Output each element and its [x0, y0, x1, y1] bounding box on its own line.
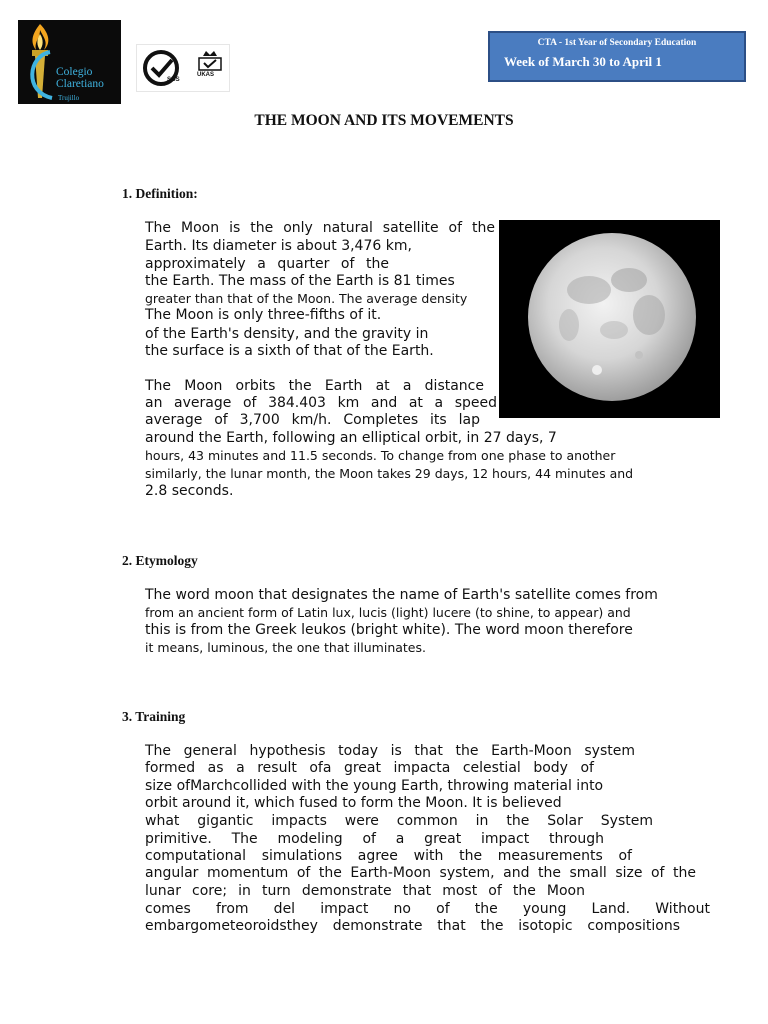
full-moon-image: [499, 220, 720, 418]
paragraph-line: comes from del impact no of the young Land. Without: [145, 901, 710, 917]
paragraph-line: from an ancient form of Latin lux, lucis (light) lucere (to shine, to appear) and: [145, 605, 631, 620]
course-header-box: [488, 31, 746, 82]
paragraph-line: similarly, the lunar month, the Moon takes 29 days, 12 hours, 44 minutes and: [145, 466, 634, 481]
moon-photo: [499, 220, 720, 418]
paragraph-line: of the Earth's density, and the gravity in: [145, 326, 429, 342]
paragraph-line: formed as a result ofa great impacta celestial body of: [145, 760, 594, 776]
paragraph-line: The Moon is only three-fifths of it.: [145, 307, 382, 323]
paragraph-line: an average of 384.403 km and at a speed: [145, 395, 497, 411]
page-title: THE MOON AND ITS MOVEMENTS: [254, 112, 514, 129]
section-heading-etymology: 2. Etymology: [122, 553, 198, 568]
sgs-label: SGS: [167, 77, 180, 83]
school-name-line2: Claretiano: [56, 78, 104, 90]
paragraph-line: it means, luminous, the one that illuminates.: [145, 640, 426, 655]
paragraph-line: orbit around it, which fused to form the Moon. It is believed: [145, 795, 562, 811]
school-city: Trujillo: [58, 94, 80, 102]
paragraph-line: size ofMarchcollided with the young Earth, throwing material into: [145, 778, 604, 794]
paragraph-line: average of 3,700 km/h. Completes its lap: [145, 412, 480, 428]
paragraph-line: The word moon that designates the name of Earth's satellite comes from: [145, 587, 658, 603]
paragraph-line: hours, 43 minutes and 11.5 seconds. To change from one phase to another: [145, 448, 616, 463]
paragraph-line: 2.8 seconds.: [145, 483, 234, 499]
paragraph-line: Earth. Its diameter is about 3,476 km,: [145, 238, 412, 254]
section-heading-definition: 1. Definition:: [122, 186, 198, 201]
sgs-check-icon: [141, 49, 185, 89]
paragraph-line: approximately a quarter of the: [145, 256, 389, 272]
paragraph-line: greater than that of the Moon. The average density: [145, 291, 468, 306]
section-heading-training: 3. Training: [122, 709, 186, 724]
paragraph-line: angular momentum of the Earth-Moon system, and the small size of the: [145, 865, 696, 881]
ukas-label: UKAS: [197, 72, 215, 78]
paragraph-line: lunar core; in turn demonstrate that most of the Moon: [145, 883, 585, 899]
school-logo: [18, 20, 121, 104]
paragraph-line: The general hypothesis today is that the Earth-Moon system: [145, 743, 635, 759]
course-label: CTA - 1st Year of Secondary Education: [537, 38, 697, 48]
paragraph-line: around the Earth, following an elliptical orbit, in 27 days, 7: [145, 430, 557, 446]
school-name-line1: Colegio: [56, 66, 93, 78]
week-label: Week of March 30 to April 1: [504, 54, 662, 69]
paragraph-line: embargometeoroidsthey demonstrate that the isotopic compositions: [145, 918, 680, 934]
paragraph-line: what gigantic impacts were common in the Solar System: [145, 813, 653, 829]
paragraph-line: the surface is a sixth of that of the Earth.: [145, 343, 434, 359]
paragraph-line: The Moon is the only natural satellite of the: [145, 220, 495, 236]
certification-logos: [136, 44, 230, 92]
paragraph-line: the Earth. The mass of the Earth is 81 times: [145, 273, 455, 289]
paragraph-line: this is from the Greek leukos (bright white). The word moon therefore: [145, 622, 633, 638]
paragraph-line: primitive. The modeling of a great impact through: [145, 831, 604, 847]
paragraph-line: computational simulations agree with the measurements of: [145, 848, 632, 864]
torch-emblem-icon: [22, 22, 58, 102]
paragraph-line: The Moon orbits the Earth at a distance: [145, 378, 484, 394]
ukas-crown-icon: [195, 48, 225, 72]
